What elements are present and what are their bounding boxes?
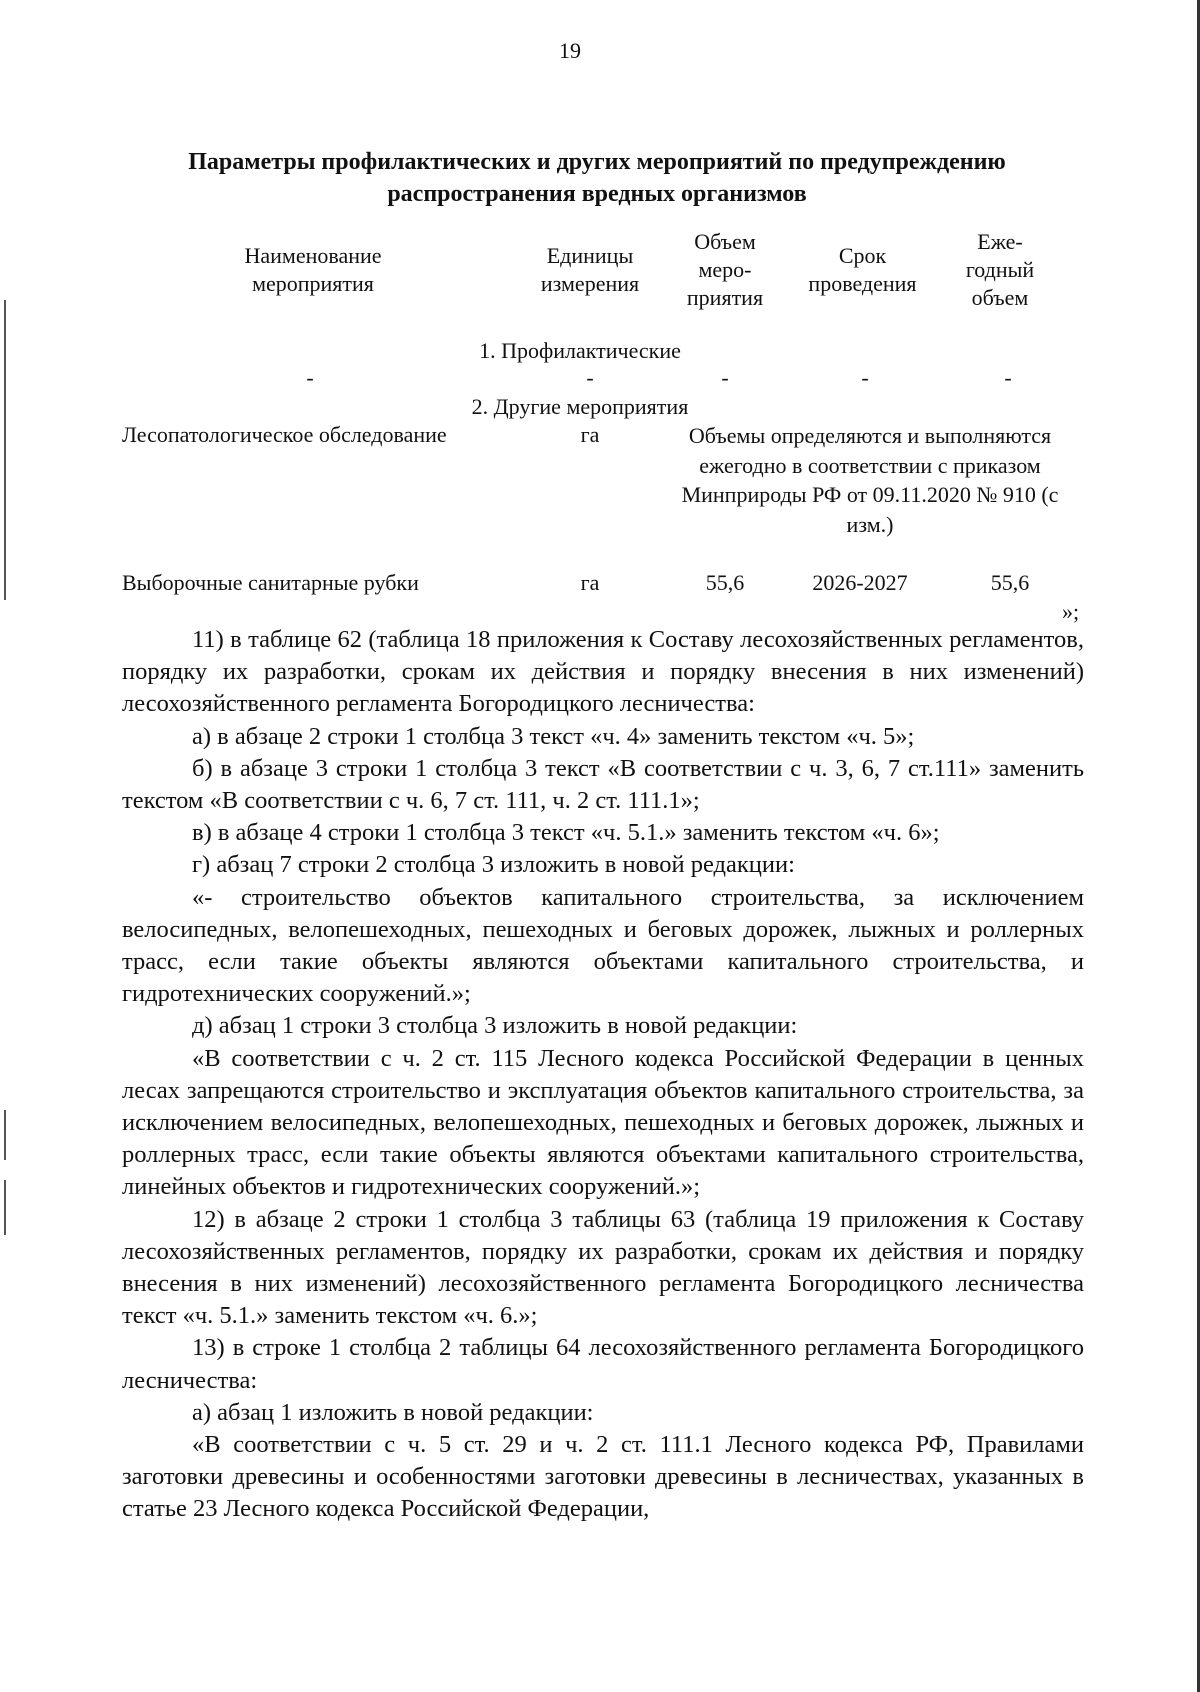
dash-cell: - (586, 365, 594, 390)
paragraph: д) абзац 1 строки 3 столбца 3 изложить в новой редакции: (192, 1012, 798, 1040)
body-text (122, 624, 1084, 1526)
dash-cell: - (861, 365, 869, 390)
row-1-name: Лесопатологическое обследование (122, 422, 447, 447)
paragraph: 13) в строке 1 столбца 2 таблицы 64 лесохозяйственного регламента Богородицкого лесничества: (122, 1334, 1084, 1394)
section-1-heading: 1. Профилактические (479, 338, 681, 363)
row-2-name: Выборочные санитарные рубки (122, 570, 419, 595)
header-volume: Объем меро-приятия (686, 229, 764, 310)
dash-cell: - (1004, 365, 1012, 390)
row-2-volume: 55,6 (705, 570, 745, 595)
dash-cell: - (306, 365, 314, 390)
table-title: Параметры профилактических и других мероприятий по предупреждению распространения вредных организмов (188, 149, 1006, 207)
table-closing-quote: »; (1062, 599, 1080, 624)
paragraph: 12) в абзаце 2 строки 1 столбца 3 таблицы 63 (таблица 19 приложения к Составу лесохозяйственных регламентов, порядку их разработки, срокам их действия и порядку внесения в них изменений) лесохозяйственного регламента Богородицкого лесничества текст «ч. 5.1.» заменить текстом «ч. 6.»; (122, 1205, 1084, 1330)
scan-mark (4, 1110, 6, 1160)
row-1-units: га (580, 422, 600, 447)
header-period: Срок проведения (808, 243, 917, 296)
paragraph: а) абзац 1 изложить в новой редакции: (192, 1398, 594, 1426)
row-2-period: 2026-2027 (812, 570, 908, 595)
scan-mark (4, 300, 6, 600)
row-1-note: Объемы определяются и выполняются ежегодно в соответствии с приказом Минприроды РФ от 09.11.2020 № 910 (с изм.) (681, 423, 1059, 537)
section-2-heading: 2. Другие мероприятия (471, 394, 689, 419)
row-2-annual: 55,6 (990, 570, 1030, 595)
row-2-units: га (580, 570, 600, 595)
paragraph: «В соответствии с ч. 2 ст. 115 Лесного кодекса Российской Федерации в ценных лесах запрещаются строительство и эксплуатация объектов капитального строительства, за исключением велосипедных, велопешеходных, пешеходных и беговых дорожек, лыжных и роллерных трасс, если такие объекты являются объектами капитального строительства, линейных объектов и гидротехнических сооружений.»; (122, 1044, 1084, 1201)
paragraph: «- строительство объектов капитального строительства, за исключением велосипедных, велопешеходных, пешеходных и беговых дорожек, лыжных и роллерных трасс, если такие объекты являются объектами капитального строительства, и гидротехнических сооружений.»; (122, 883, 1084, 1008)
paragraph: а) в абзаце 2 строки 1 столбца 3 текст «ч. 4» заменить текстом «ч. 5»; (192, 722, 915, 750)
paragraph: г) абзац 7 строки 2 столбца 3 изложить в новой редакции: (192, 851, 795, 879)
header-units: Единицы измерения (540, 243, 640, 296)
page-number: 19 (559, 38, 581, 63)
paragraph: б) в абзаце 3 строки 1 столбца 3 текст «В соответствии с ч. 3, 6, 7 ст.111» заменить текстом «В соответствии с ч. 6, 7 ст. 111, ч. 2 ст. 111.1»; (122, 754, 1084, 815)
scan-mark (4, 1180, 6, 1235)
dash-cell: - (721, 365, 729, 390)
header-annual: Еже-годный объем (965, 229, 1035, 310)
paragraph: в) в абзаце 4 строки 1 столбца 3 текст «ч. 5.1.» заменить текстом «ч. 6»; (192, 819, 940, 847)
header-name: Наименование мероприятия (244, 243, 382, 296)
paragraph: «В соответствии с ч. 5 ст. 29 и ч. 2 ст. 111.1 Лесного кодекса РФ, Правилами заготовки древесины и особенностями заготовки древесины в лесничествах, указанных в статье 23 Лесного кодекса Российской Федерации, (122, 1431, 1084, 1523)
paragraph: 11) в таблице 62 (таблица 18 приложения к Составу лесохозяйственных регламентов, порядку их разработки, срокам их действия и порядку внесения в них изменений) лесохозяйственного регламента Богородицкого лесничества: (122, 626, 1084, 718)
